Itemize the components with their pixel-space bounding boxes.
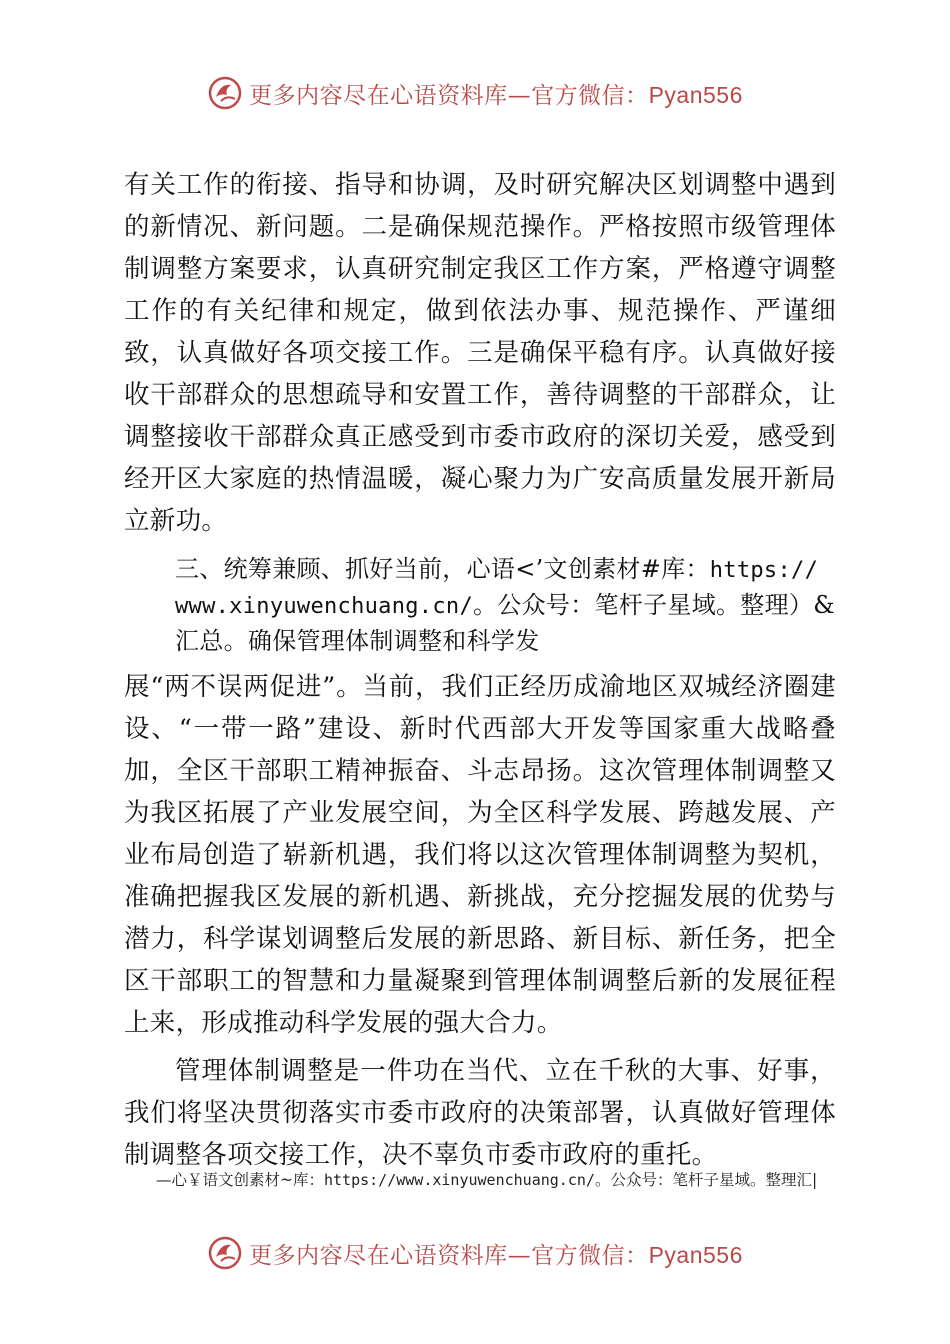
banner-title: 更多内容尽在心语资料库—官方微信：Pyan556 [249, 81, 743, 109]
footer-source-note: —心￥语文创素材~库：https://www.xinyuwenchuang.cn/。公众号：笔杆子星域。整理汇| [156, 1171, 818, 1189]
header-banner [0, 68, 950, 118]
paragraph-1: 有关工作的衔接、指导和协调，及时研究解决区划调整中遇到的新情况、新问题。二是确保规范操作。严格按照市级管理体制调整方案要求，认真研究制定我区工作方案，严格遵守调整工作的有关纪律和规定，做到依法办事、规范操作、严谨细致，认真做好各项交接工作。三是确保平稳有序。认真做好接收干部群众的思想疏导和安置工作，善待调整的干部群众，让调整接收干部群众真正感受到市委市政府的深切关爱，感受到经开区大家庭的热情温暖，凝心聚力为广安高质量发展开新局立新功。 [124, 170, 836, 536]
paragraph-3: 管理体制调整是一件功在当代、立在千秋的大事、好事，我们将坚决贯彻落实市委市政府的决策部署，认真做好管理体制调整各项交接工作，决不辜负市委市政府的重托。 [124, 1056, 836, 1170]
wechat-id: Pyan556 [648, 1241, 743, 1268]
seal-logo-icon [207, 75, 243, 111]
seal-logo-icon [207, 1235, 243, 1271]
footer-banner [0, 1228, 950, 1278]
banner-title: 更多内容尽在心语资料库—官方微信：Pyan556 [249, 1241, 743, 1269]
section-heading: 三、统筹兼顾、抓好当前，心语<’文创素材#库：https:// www.xinyuwenchuang.cn/。公众号：笔杆子星域。整理）& 汇总。确保管理体制调整和科学发 [175, 555, 835, 655]
document-body [124, 164, 836, 1176]
wechat-id: Pyan556 [648, 81, 743, 108]
paragraph-2: 展“两不误两促进”。当前，我们正经历成渝地区双城经济圈建设、“一带一路”建设、新时代西部大开发等国家重大战略叠加，全区干部职工精神振奋、斗志昂扬。这次管理体制调整又为我区拓展了产业发展空间，为全区科学发展、跨越发展、产业布局创造了崭新机遇，我们将以这次管理体制调整为契机，准确把握我区发展的新机遇、新挑战，充分挖掘发展的优势与潜力，科学谋划调整后发展的新思路、新目标、新任务，把全区干部职工的智慧和力量凝聚到管理体制调整后新的发展征程上来，形成推动科学发展的强大合力。 [124, 672, 836, 1038]
